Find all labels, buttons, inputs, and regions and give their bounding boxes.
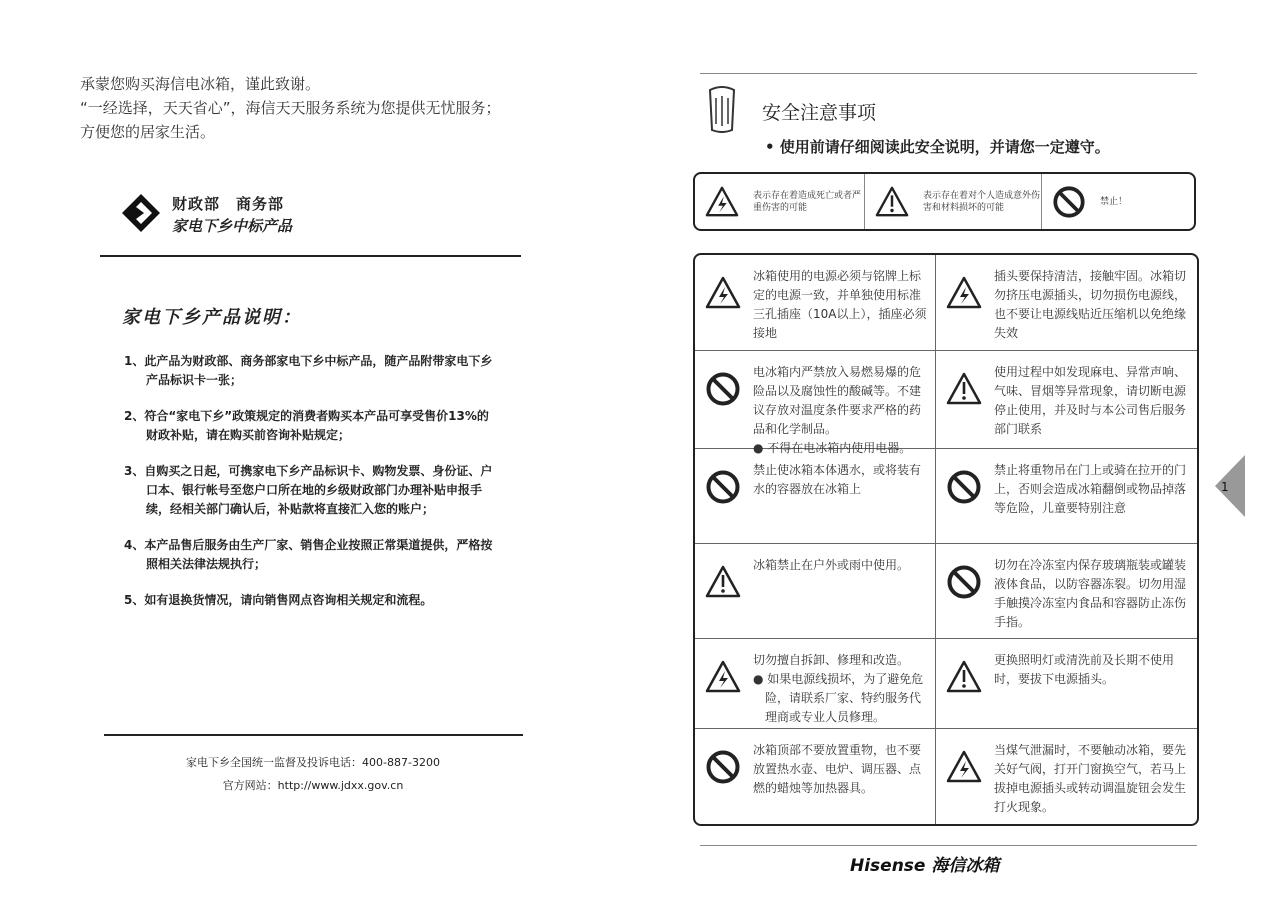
electric-hazard-icon (705, 185, 739, 219)
jdxx-logo-mark-icon (122, 194, 160, 232)
safety-text-main: 切勿擅自拆卸、修理和改造。 (753, 653, 910, 667)
legend-item (695, 174, 865, 229)
page-number: 1 (1221, 480, 1229, 494)
list-item: 5、如有退换货情况，请向销售网点咨询相关规定和流程。 (124, 593, 433, 607)
list-item: 3、自购买之日起，可携家电下乡产品标识卡、购物发票、身份证、户口本、银行帐号至您户口所在地的乡级财政部门办理补贴申报手续，经相关部门确认后，补贴款将直接汇入您的账户； (124, 464, 493, 516)
prohibited-icon (946, 469, 982, 505)
warning-icon (705, 564, 741, 600)
safety-cell (695, 255, 936, 351)
divider (100, 255, 521, 257)
warning-icon (946, 659, 982, 695)
electric-hazard-icon (946, 749, 982, 785)
safety-cell (695, 729, 936, 824)
safety-cell (936, 544, 1197, 639)
legend-item (865, 174, 1042, 229)
safety-text (753, 651, 927, 727)
safety-bullet: ● 不得在电冰箱内使用电器。 (753, 441, 912, 455)
intro-line: 承蒙您购买海信电冰箱，谨此致谢。 (80, 75, 321, 93)
safety-text (753, 556, 909, 575)
page-title: 安全注意事项 (762, 102, 877, 124)
prohibited-icon (1052, 185, 1086, 219)
legend-box (693, 172, 1196, 231)
safety-text (994, 267, 1189, 343)
safety-cell (936, 255, 1197, 351)
legend-text: 表示存在着对个人造成意外伤害和材料损坏的可能 (923, 190, 1041, 213)
intro-line: 方便您的居家生活。 (80, 123, 216, 141)
warning-icon (946, 371, 982, 407)
prohibited-icon (705, 749, 741, 785)
safety-cell (936, 729, 1197, 824)
safety-text-main: 冰箱禁止在户外或雨中使用。 (753, 558, 910, 572)
safety-cell (695, 544, 936, 639)
divider (700, 845, 1197, 846)
safety-bullet-text: 不得在电冰箱内使用电器。 (767, 441, 912, 455)
safety-text-main: 切勿在冷冻室内保存玻璃瓶装或罐装液体食品，以防容器冻裂。切勿用湿手触摸冷冻室内食品和容器防止冻伤手指。 (994, 558, 1187, 629)
prohibited-icon (705, 371, 741, 407)
prohibited-icon (705, 469, 741, 505)
safety-text (994, 556, 1189, 632)
list-item: 2、符合“家电下乡”政策规定的消费者购买本产品可享受售价13%的财政补贴，请在购买前咨询补贴规定； (124, 409, 489, 442)
safety-text-main: 当煤气泄漏时，不要触动冰箱，要先关好气阀，打开门窗换空气，若马上拔掉电源插头或转动调温旋钮会发生打火现象。 (994, 743, 1187, 814)
safety-bullet: ● 如果电源线损坏，为了避免危险，请联系厂家、特约服务代理商或专业人员修理。 (753, 672, 924, 724)
legend-item (1042, 174, 1194, 229)
safety-cell (695, 639, 936, 729)
logo-line2: 家电下乡中标产品 (172, 217, 293, 235)
safety-text-main: 禁止使冰箱本体遇水，或将装有水的容器放在冰箱上 (753, 463, 922, 496)
safety-text-main: 使用过程中如发现麻电、异常声响、气味、冒烟等异常现象，请切断电源停止使用，并及时与本公司售后服务部门联系 (994, 365, 1187, 436)
safety-text-main: 禁止将重物吊在门上或骑在拉开的门上，否则会造成冰箱翻倒或物品掉落等危险，儿童要特别注意 (994, 463, 1187, 515)
page-tab (1215, 455, 1245, 517)
safety-cell (695, 449, 936, 544)
electric-hazard-icon (705, 659, 741, 695)
safety-text-main: 电冰箱内严禁放入易燃易爆的危险品以及腐蚀性的酸碱等。不建议存放对温度条件要求严格的药品和化学制品。 (753, 365, 922, 436)
safety-text-main: 插头要保持清洁，接触牢固。冰箱切勿挤压电源插头，切勿损伤电源线，也不要让电源线贴近压缩机以免绝缘失效 (994, 269, 1187, 340)
safety-text (753, 461, 927, 499)
safety-cell (936, 449, 1197, 544)
electric-hazard-icon (705, 275, 741, 311)
safety-text (753, 267, 927, 343)
divider (700, 73, 1197, 74)
safety-cell (936, 639, 1197, 729)
safety-text (994, 741, 1189, 817)
safety-cell (695, 351, 936, 455)
hotline: 家电下乡全国统一监督及投诉电话：400-887-3200 (186, 756, 440, 769)
prohibited-icon (946, 564, 982, 600)
brand-logo: Hisense 海信冰箱 (850, 856, 1000, 876)
section-heading: 家电下乡产品说明： (122, 307, 302, 328)
safety-text-main: 更换照明灯或清洗前及长期不使用时，要拔下电源插头。 (994, 653, 1175, 686)
safety-cell (936, 351, 1197, 449)
info-list (124, 352, 494, 627)
safety-bullet-text: 如果电源线损坏，为了避免危险，请联系厂家、特约服务代理商或专业人员修理。 (765, 672, 924, 724)
safety-text (994, 363, 1189, 439)
subtitle: • 使用前请仔细阅读此安全说明，并请您一定遵守。 (765, 138, 1110, 156)
safety-grid (693, 253, 1199, 826)
safety-text-main: 冰箱使用的电源必须与铭牌上标定的电源一致，并单独使用标准三孔插座（10A以上），插座必须接地 (753, 269, 927, 340)
jdxx-logo (122, 190, 312, 240)
safety-text-main: 冰箱顶部不要放置重物，也不要放置热水壶、电炉、调压器、点燃的蜡烛等加热器具。 (753, 743, 922, 795)
list-item: 1、此产品为财政部、商务部家电下乡中标产品，随产品附带家电下乡产品标识卡一张； (124, 354, 493, 387)
intro-text (80, 72, 501, 144)
safety-text (753, 741, 927, 798)
fridge-icon (704, 84, 740, 136)
logo-line1: 财政部 商务部 (172, 195, 285, 213)
electric-hazard-icon (946, 275, 982, 311)
safety-text (753, 363, 927, 458)
website: 官方网站：http://www.jdxx.gov.cn (222, 779, 404, 792)
list-item: 4、本产品售后服务由生产厂家、销售企业按照正常渠道提供，严格按照相关法律法规执行； (124, 538, 493, 571)
legend-text: 禁止！ (1100, 196, 1128, 207)
divider (104, 734, 523, 736)
safety-text (994, 651, 1189, 689)
legend-text: 表示存在着造成死亡或者严重伤害的可能 (753, 190, 862, 213)
warning-icon (875, 185, 909, 219)
intro-line: “一经选择，天天省心”，海信天天服务系统为您提供无忧服务； (80, 99, 501, 117)
safety-text (994, 461, 1189, 518)
